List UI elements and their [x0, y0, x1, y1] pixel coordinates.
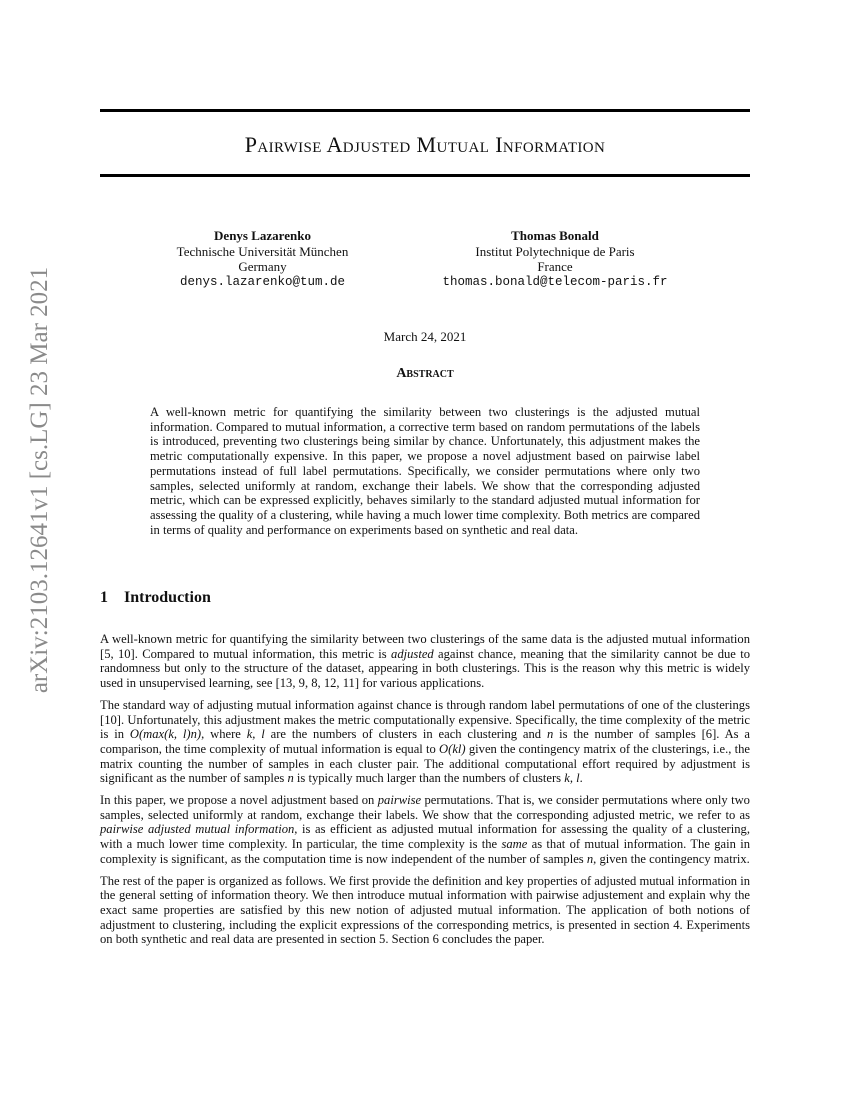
author-affiliation: Institut Polytechnique de Paris [475, 243, 635, 259]
paragraph-3: In this paper, we propose a novel adjustment based on pairwise permutations. That is, we consider permutations where only two samples, selected uniformly at random, exchange their labels. We show that the corresponding adjusted metric, we refer to as pairwise adjusted mutual information, is as efficient as adjusted mutual information for assessing the quality of a clustering, with a much lower time complexity. In particular, the time complexity is the same as that of mutual information. The gain in complexity is significant, as the computation time is now independent of the number of samples n, given the contingency matrix. [100, 793, 750, 866]
math-expression: n [287, 771, 294, 786]
section-heading [100, 589, 211, 607]
author-block-1 [150, 228, 375, 290]
author-country: Germany [238, 259, 287, 274]
section-title: Introduction [124, 589, 211, 606]
section-body [100, 632, 750, 954]
math-expression: k, l [246, 727, 265, 742]
author-email[interactable]: thomas.bonald@telecom-paris.fr [442, 274, 668, 289]
author-name: Thomas Bonald [511, 228, 599, 243]
math-expression: n [546, 727, 554, 742]
math-expression: k, l [564, 771, 580, 786]
abstract-heading: Abstract [396, 366, 454, 381]
arxiv-identifier-stamp: arXiv:2103.12641v1 [cs.LG] 23 Mar 2021 [26, 266, 53, 694]
math-expression: O(max(k, l)n) [129, 727, 202, 742]
section-number: 1 [100, 589, 108, 606]
abstract-text: A well-known metric for quantifying the similarity between two clusterings is the adjusted mutual information. Compared to mutual information, a corrective term based on random permutations of the labels is introduced, preventing two clusterings being similar by chance. Unfortunately, this adjustment makes the metric computationally expensive. In this paper, we propose a novel adjustment based on pairwise label permutations instead of full label permutations. Specifically, we consider permutations where only two samples, selected uniformly at random, exchange their labels. We show that the corresponding adjusted metric, which can be expressed explicitly, behaves similarly to the standard adjusted mutual information for assessing the quality of a clustering, while having a much lower time complexity. Both metrics are compared in terms of quality and performance on experiments based on synthetic and real data. [150, 405, 700, 537]
author-country: France [537, 259, 573, 274]
math-expression: n [586, 851, 594, 866]
author-name: Denys Lazarenko [214, 228, 311, 243]
paper-date: March 24, 2021 [383, 329, 467, 344]
author-block-2 [420, 228, 690, 290]
author-affiliation: Technische Universität München [176, 243, 349, 259]
paragraph-4: The rest of the paper is organized as follows. We first provide the definition and key properties of adjusted mutual information in the general setting of information theory. We then introduce mutual information with pairwise adjustement and explain why the exact same properties are satisfied by this new notion of adjusted mutual information. The application of both notions of adjustment to clustering, including the explicit expressions of the corresponding metrics, is presented in section 4. Experiments on both synthetic and real data are presented in section 5. Section 6 concludes the paper. [100, 873, 750, 947]
paper-title: Pairwise Adjusted Mutual Information [244, 132, 606, 157]
paragraph-2: The standard way of adjusting mutual information against chance is through random label permutations of one of the clusterings [10]. Unfortunately, this adjustment makes the metric computationally expensive. Specifically, the time complexity of the metric is in O(max(k, l)n), where k, l are the numbers of clusters in each clustering and n is the number of samples [6]. As a comparison, the time complexity of mutual information is equal to O(kl) given the contingency matrix of the clusterings, i.e., the matrix counting the number of samples in each cluster pair. The additional computational effort required by adjustment is significant as the number of samples n is typically much larger than the numbers of clusters k, l. [100, 697, 750, 786]
title-top-rule [100, 109, 750, 112]
math-expression: O(kl) [439, 741, 466, 756]
paragraph-1: A well-known metric for quantifying the similarity between two clusterings of the same data is the adjusted mutual information [5, 10]. Compared to mutual information, this metric is adjusted against chance, meaning that the similarity cannot be due to randomness but only to the structure of the dataset, appearing in both clusterings. This is the reason why this metric is widely used in unsupervised learning, see [13, 9, 8, 12, 11] for various applications. [100, 632, 750, 691]
title-bottom-rule [100, 174, 750, 177]
author-email[interactable]: denys.lazarenko@tum.de [179, 274, 346, 289]
